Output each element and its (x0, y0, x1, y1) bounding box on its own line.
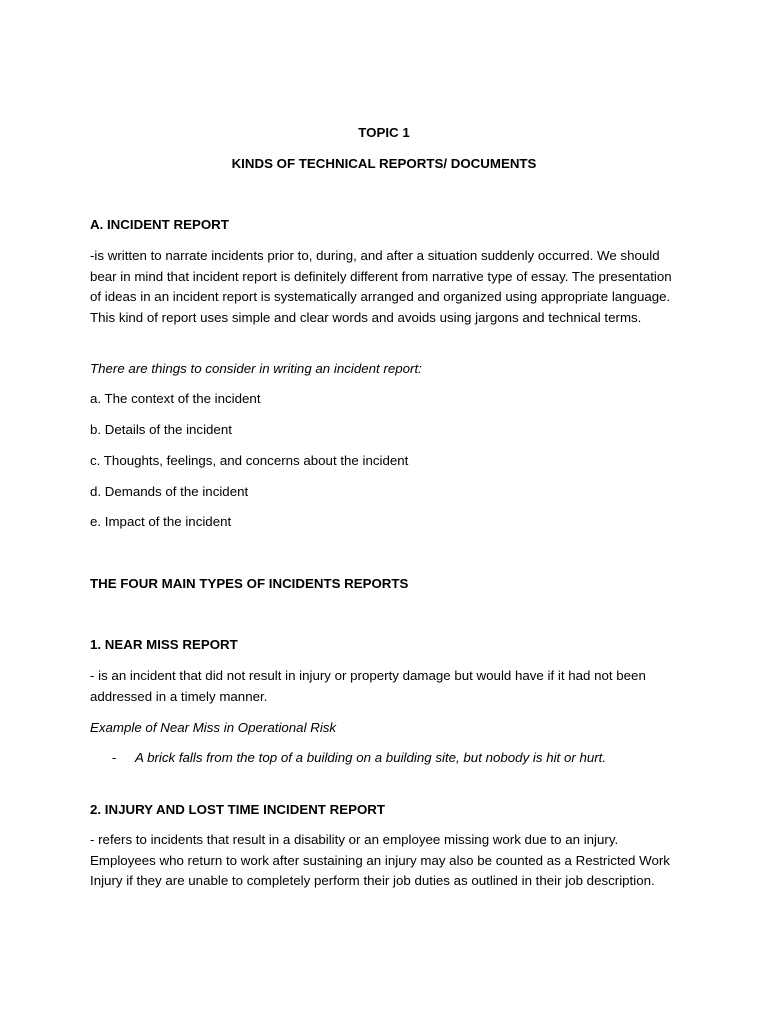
near-miss-example-text: A brick falls from the top of a building on a building site, but nobody is hit or hurt. (135, 750, 607, 765)
near-miss-heading: 1. NEAR MISS REPORT (90, 637, 238, 652)
consider-intro: There are things to consider in writing an incident report: (90, 361, 422, 376)
near-miss-body: - is an incident that did not result in injury or property damage but would have if it had not been addressed in a timely manner. (90, 668, 646, 704)
bullet-dash: - (112, 750, 117, 765)
consider-item: c. Thoughts, feelings, and concerns about the incident (90, 453, 409, 468)
topic-label: TOPIC 1 (358, 125, 410, 140)
consider-item: d. Demands of the incident (90, 484, 249, 499)
near-miss-example-label: Example of Near Miss in Operational Risk (90, 720, 337, 735)
consider-item: e. Impact of the incident (90, 514, 232, 529)
injury-report-body: - refers to incidents that result in a disability or an employee missing work due to an injury. Employees who return to work after sustaining an injury may also be counted as a Restricted Work Injury if they are unable to completely perform their job duties as outlined in their job description. (90, 832, 670, 888)
incident-report-body: -is written to narrate incidents prior to, during, and after a situation suddenly occurred. We should bear in mind that incident report is definitely different from narrative type of essay. The presentation of ideas in an incident report is systematically arranged and organized using appropriate language. This kind of report uses simple and clear words and avoids using jargons and technical terms. (90, 248, 672, 325)
consider-item: a. The context of the incident (90, 391, 261, 406)
four-types-heading: THE FOUR MAIN TYPES OF INCIDENTS REPORTS (90, 576, 409, 591)
consider-item: b. Details of the incident (90, 422, 232, 437)
document-title: KINDS OF TECHNICAL REPORTS/ DOCUMENTS (231, 156, 537, 171)
injury-report-heading: 2. INJURY AND LOST TIME INCIDENT REPORT (90, 802, 386, 817)
incident-report-heading: A. INCIDENT REPORT (90, 217, 229, 232)
